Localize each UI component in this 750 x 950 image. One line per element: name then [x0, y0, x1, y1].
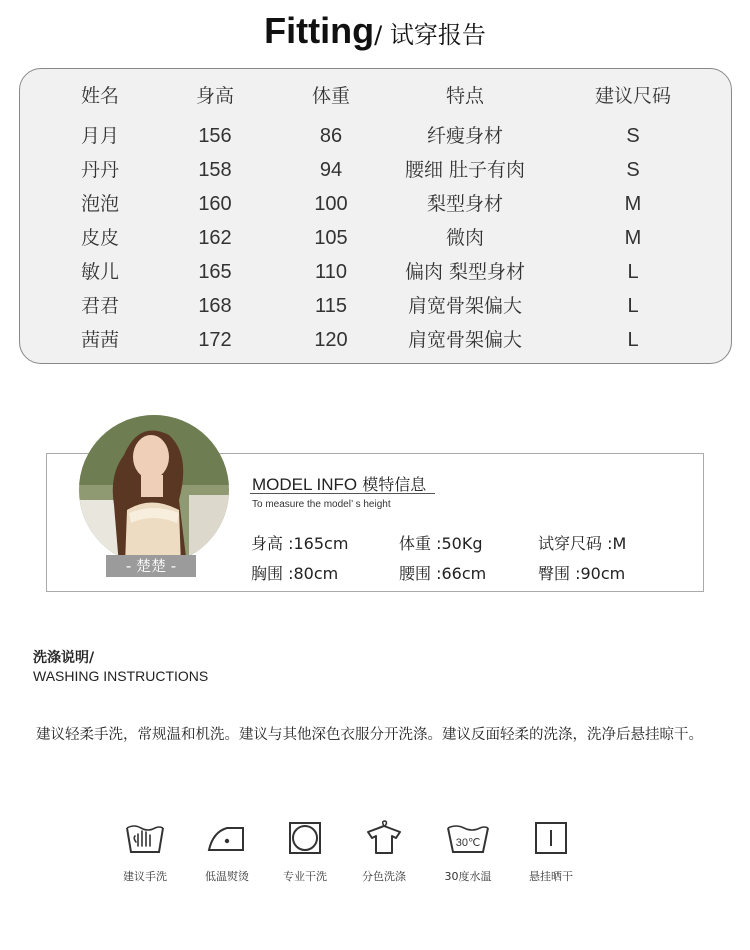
- cell-height: 158: [198, 159, 232, 181]
- fitting-table: [19, 68, 732, 364]
- page-title: [0, 10, 750, 52]
- model-weight: 体重 :50Kg: [399, 534, 483, 553]
- table-row: [20, 119, 731, 153]
- washing-text: 建议轻柔手洗，常规温和机洗。建议与其他深色衣服分开洗涤。建议反面轻柔的洗涤，洗净后悬挂晾干。: [36, 727, 703, 743]
- care-item-wash-30: [423, 820, 513, 884]
- separate-wash-icon: [364, 820, 404, 856]
- cell-name: 皮皮: [80, 227, 120, 249]
- title-main: Fitting: [264, 10, 375, 51]
- care-label: 悬挂晒干: [529, 870, 573, 883]
- table-row: [20, 221, 731, 255]
- low-iron-icon: [205, 820, 249, 856]
- care-label: 30度水温: [444, 870, 492, 883]
- table-row: [20, 289, 731, 323]
- table-row: [20, 255, 731, 289]
- cell-name: 丹丹: [80, 159, 120, 181]
- cell-features: 腰细 肚子有肉: [404, 159, 526, 181]
- cell-name: 茜茜: [80, 329, 120, 351]
- cell-size: L: [627, 329, 639, 351]
- model-info-title-en: MODEL INFO: [252, 475, 358, 494]
- model-info-title: [252, 472, 426, 495]
- table-row: [20, 153, 731, 187]
- cell-features: 偏肉 梨型身材: [404, 261, 526, 283]
- divider: [250, 493, 435, 494]
- care-label: 分色洗涤: [362, 870, 406, 883]
- table-row: [20, 187, 731, 221]
- model-photo: [79, 415, 229, 565]
- header-weight: 体重: [311, 85, 351, 107]
- dry-clean-icon: [287, 820, 323, 856]
- hand-wash-icon: [123, 820, 167, 856]
- table-row: [20, 323, 731, 357]
- cell-features: 梨型身材: [426, 193, 504, 215]
- care-label: 建议手洗: [123, 870, 167, 883]
- wash-30-icon: [444, 820, 492, 856]
- model-height: 身高 :165cm: [251, 534, 349, 553]
- cell-weight: 86: [319, 125, 343, 147]
- title-sub: / 试穿报告: [374, 21, 486, 49]
- cell-features: 肩宽骨架偏大: [407, 295, 523, 317]
- cell-height: 168: [198, 295, 232, 317]
- washing-title-en: WASHING INSTRUCTIONS: [33, 668, 209, 684]
- model-name-tag: - 楚楚 -: [106, 555, 196, 577]
- cell-features: 纤瘦身材: [426, 125, 504, 147]
- cell-weight: 105: [314, 227, 348, 249]
- model-waist: 腰围 :66cm: [399, 564, 487, 583]
- cell-size: L: [627, 295, 639, 317]
- header-name: 姓名: [80, 85, 120, 107]
- cell-features: 微肉: [445, 227, 485, 249]
- cell-size: S: [626, 159, 640, 181]
- cell-height: 160: [198, 193, 232, 215]
- cell-name: 敏儿: [80, 261, 120, 283]
- header-size: 建议尺码: [594, 85, 672, 107]
- cell-weight: 100: [314, 193, 348, 215]
- model-info-subtitle: To measure the model’ s height: [252, 499, 391, 510]
- cell-features: 肩宽骨架偏大: [407, 329, 523, 351]
- cell-name: 泡泡: [80, 193, 120, 215]
- cell-height: 156: [198, 125, 232, 147]
- cell-weight: 115: [315, 295, 347, 317]
- cell-height: 165: [198, 261, 232, 283]
- model-bust: 胸围 :80cm: [251, 564, 339, 583]
- care-item-hang-dry: [506, 820, 596, 884]
- hang-dry-icon: [533, 820, 569, 856]
- cell-size: L: [627, 261, 639, 283]
- wash-temp-text: 30℃: [455, 837, 481, 849]
- cell-weight: 110: [315, 261, 347, 283]
- cell-name: 月月: [80, 125, 120, 147]
- care-item-separate-wash: [339, 820, 429, 884]
- cell-size: M: [624, 227, 642, 249]
- cell-height: 172: [198, 329, 232, 351]
- care-item-low-iron: [182, 820, 272, 884]
- model-hip: 臀围 :90cm: [538, 564, 626, 583]
- cell-size: M: [624, 193, 642, 215]
- model-info-title-cn: 模特信息: [362, 475, 427, 494]
- model-size: 试穿尺码 :M: [538, 534, 627, 553]
- header-features: 特点: [445, 85, 485, 107]
- table-header-row: [20, 79, 731, 113]
- header-height: 身高: [195, 85, 235, 107]
- cell-weight: 120: [314, 329, 348, 351]
- care-item-hand-wash: [100, 820, 190, 884]
- care-label: 专业干洗: [283, 870, 327, 883]
- care-item-dry-clean: [260, 820, 350, 884]
- washing-title-cn: 洗涤说明/: [33, 650, 95, 666]
- cell-size: S: [626, 125, 640, 147]
- cell-name: 君君: [80, 295, 120, 317]
- cell-weight: 94: [319, 159, 343, 181]
- care-label: 低温熨烫: [205, 870, 249, 883]
- cell-height: 162: [198, 227, 232, 249]
